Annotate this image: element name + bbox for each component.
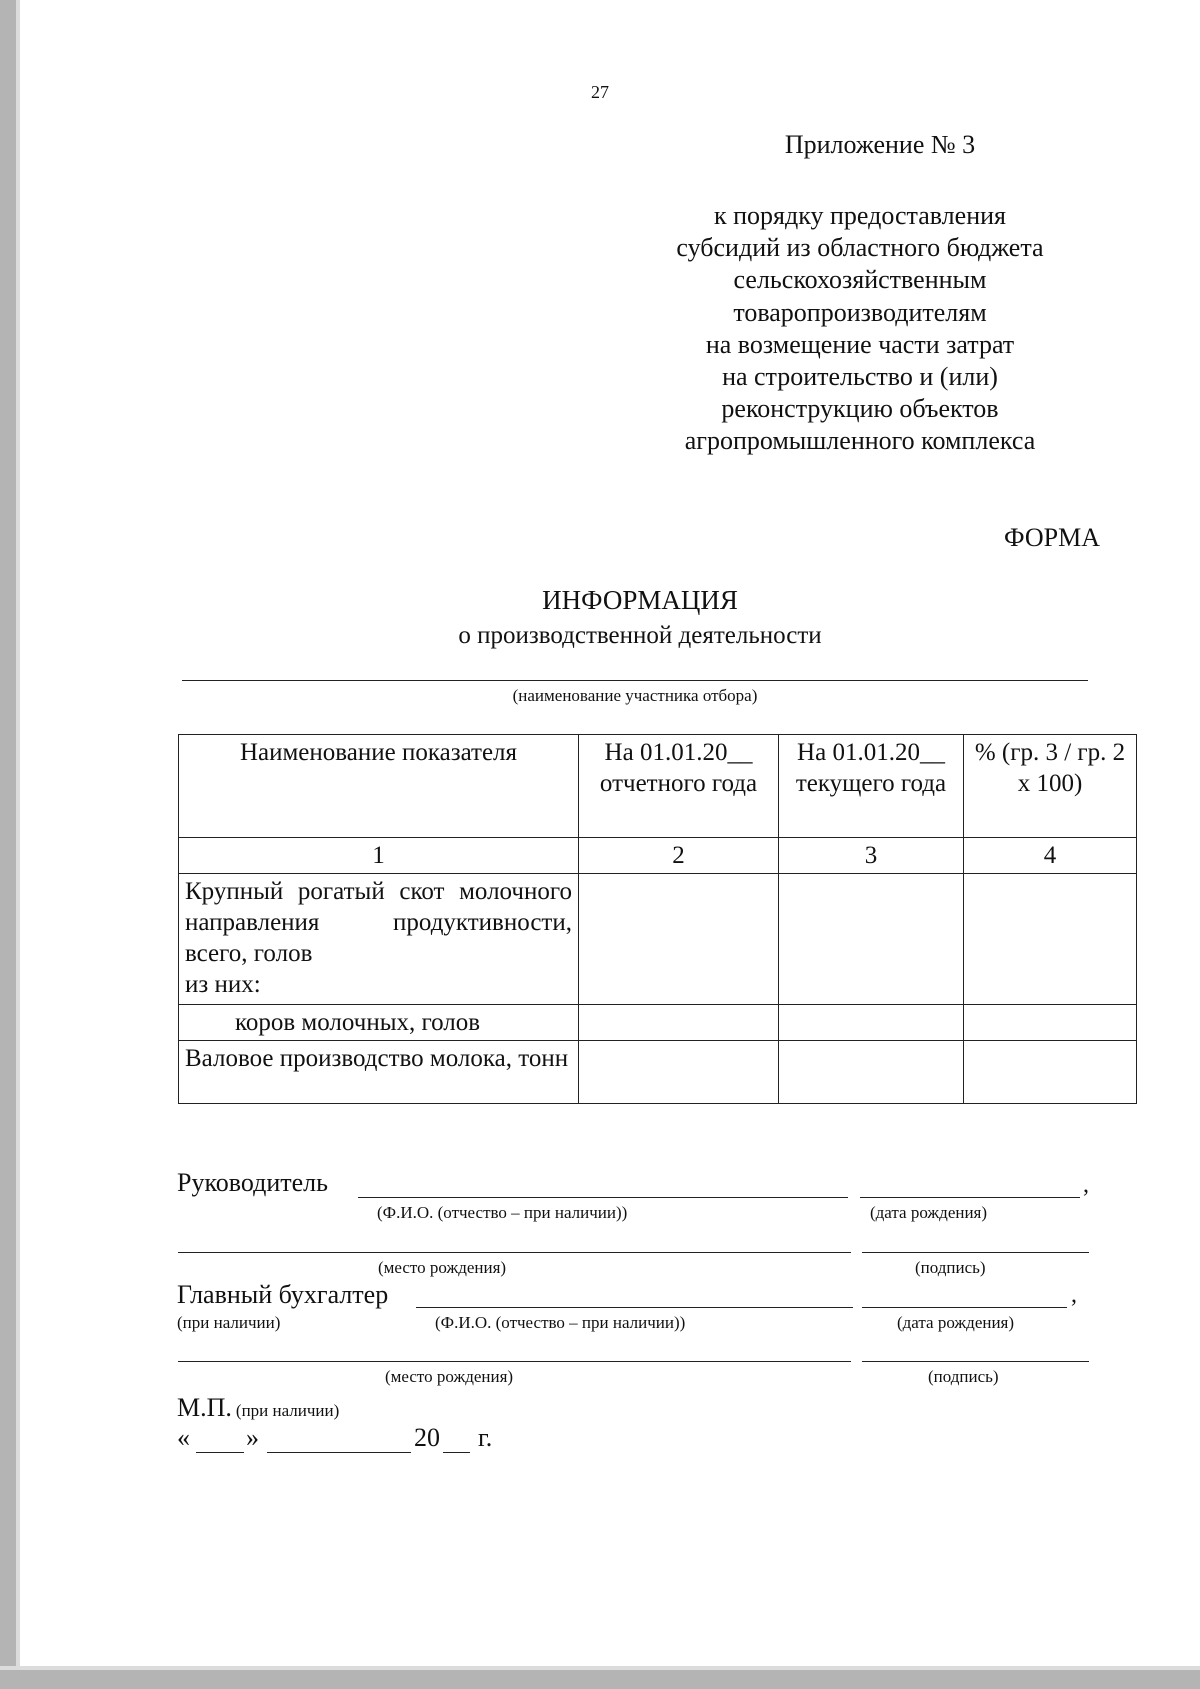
appendix-line: на строительство и (или)	[722, 362, 998, 392]
table-header-row	[179, 735, 1137, 838]
date-day-blank[interactable]	[196, 1452, 244, 1453]
row-label-note: из них:	[185, 971, 261, 998]
accountant-signature-caption: (подпись)	[928, 1367, 999, 1386]
document-subtitle: о производственной деятельности	[458, 622, 822, 649]
scan-edge-left-shadow	[16, 0, 20, 1689]
scan-edge-left	[0, 0, 16, 1689]
accountant-note: (при наличии)	[177, 1313, 281, 1332]
header-indicator-name: Наименование показателя	[179, 735, 579, 838]
appendix-line: сельскохозяйственным	[733, 265, 987, 295]
appendix-line: агропромышленного комплекса	[684, 426, 1036, 456]
appendix-line: реконструкцию объектов	[721, 394, 999, 424]
appendix-subtitle	[640, 200, 1080, 458]
accountant-birthdate-caption: (дата рождения)	[897, 1313, 1015, 1332]
document-title: ИНФОРМАЦИЯ	[542, 585, 738, 615]
milk-current-year-cell[interactable]	[779, 1041, 964, 1104]
header-current-year: На 01.01.20__ текущего года	[779, 735, 964, 838]
column-number: 1	[179, 838, 579, 874]
head-birthplace-line[interactable]	[178, 1252, 851, 1253]
appendix-line: субсидий из областного бюджета	[676, 233, 1044, 263]
cattle-reporting-year-cell[interactable]	[579, 874, 779, 1005]
cattle-current-year-cell[interactable]	[779, 874, 964, 1005]
table-row	[179, 1005, 1137, 1041]
participant-name-line[interactable]	[182, 680, 1088, 681]
row-label-dairy-cows: коров молочных, голов	[179, 1005, 579, 1041]
head-birthdate-caption: (дата рождения)	[870, 1203, 988, 1222]
indicators-table	[178, 734, 1137, 1104]
row-label-milk-production: Валовое производство молока, тонн	[179, 1041, 579, 1104]
accountant-birthplace-line[interactable]	[178, 1361, 851, 1362]
column-number-row	[179, 838, 1137, 874]
date-open-quote: «	[177, 1423, 190, 1452]
accountant-fio-caption: (Ф.И.О. (отчество – при наличии))	[435, 1313, 686, 1332]
row-label-cattle: Крупный рогатый скот молочного направления продуктивности, всего, голов	[185, 878, 572, 967]
appendix-title: Приложение № 3	[784, 130, 976, 159]
head-signature-caption: (подпись)	[915, 1258, 986, 1277]
date-close-quote: »	[246, 1423, 259, 1452]
column-number: 4	[964, 838, 1137, 874]
accountant-birthplace-caption: (место рождения)	[385, 1367, 514, 1386]
head-birthdate-line[interactable]	[860, 1197, 1080, 1198]
date-month-blank[interactable]	[267, 1452, 411, 1453]
accountant-label: Главный бухгалтер	[177, 1280, 389, 1309]
head-fio-line[interactable]	[358, 1197, 848, 1198]
date-year-suffix: г.	[478, 1423, 493, 1452]
date-year-prefix: 20	[414, 1423, 440, 1452]
cows-percent-cell[interactable]	[964, 1005, 1137, 1041]
head-signature-line[interactable]	[862, 1252, 1089, 1253]
milk-reporting-year-cell[interactable]	[579, 1041, 779, 1104]
row-label	[179, 874, 579, 1005]
table-row	[179, 874, 1137, 1005]
column-number: 3	[779, 838, 964, 874]
head-birthplace-caption: (место рождения)	[378, 1258, 507, 1277]
comma: ,	[1083, 1172, 1089, 1198]
head-fio-caption: (Ф.И.О. (отчество – при наличии))	[377, 1203, 628, 1222]
head-label: Руководитель	[177, 1168, 328, 1197]
appendix-line: на возмещение части затрат	[705, 329, 1015, 359]
cattle-percent-cell[interactable]	[964, 874, 1137, 1005]
cows-current-year-cell[interactable]	[779, 1005, 964, 1041]
accountant-signature-line[interactable]	[862, 1361, 1089, 1362]
cows-reporting-year-cell[interactable]	[579, 1005, 779, 1041]
milk-percent-cell[interactable]	[964, 1041, 1137, 1104]
stamp-note: (при наличии)	[235, 1401, 340, 1420]
header-percent: % (гр. 3 / гр. 2 х 100)	[964, 735, 1137, 838]
column-number: 2	[579, 838, 779, 874]
stamp-label: М.П.	[177, 1393, 232, 1422]
form-label: ФОРМА	[1004, 523, 1100, 552]
appendix-line: товаропроизводителям	[733, 297, 987, 327]
page-number: 27	[591, 82, 609, 102]
participant-name-caption: (наименование участника отбора)	[512, 686, 758, 705]
comma: ,	[1071, 1282, 1077, 1308]
date-year-blank[interactable]	[443, 1452, 470, 1453]
accountant-birthdate-line[interactable]	[862, 1307, 1067, 1308]
appendix-line: к порядку предоставления	[714, 201, 1006, 230]
scan-edge-bottom	[0, 1670, 1200, 1689]
header-reporting-year: На 01.01.20__ отчетного года	[579, 735, 779, 838]
table-row	[179, 1041, 1137, 1104]
accountant-fio-line[interactable]	[416, 1307, 853, 1308]
stamp-place	[177, 1393, 339, 1423]
